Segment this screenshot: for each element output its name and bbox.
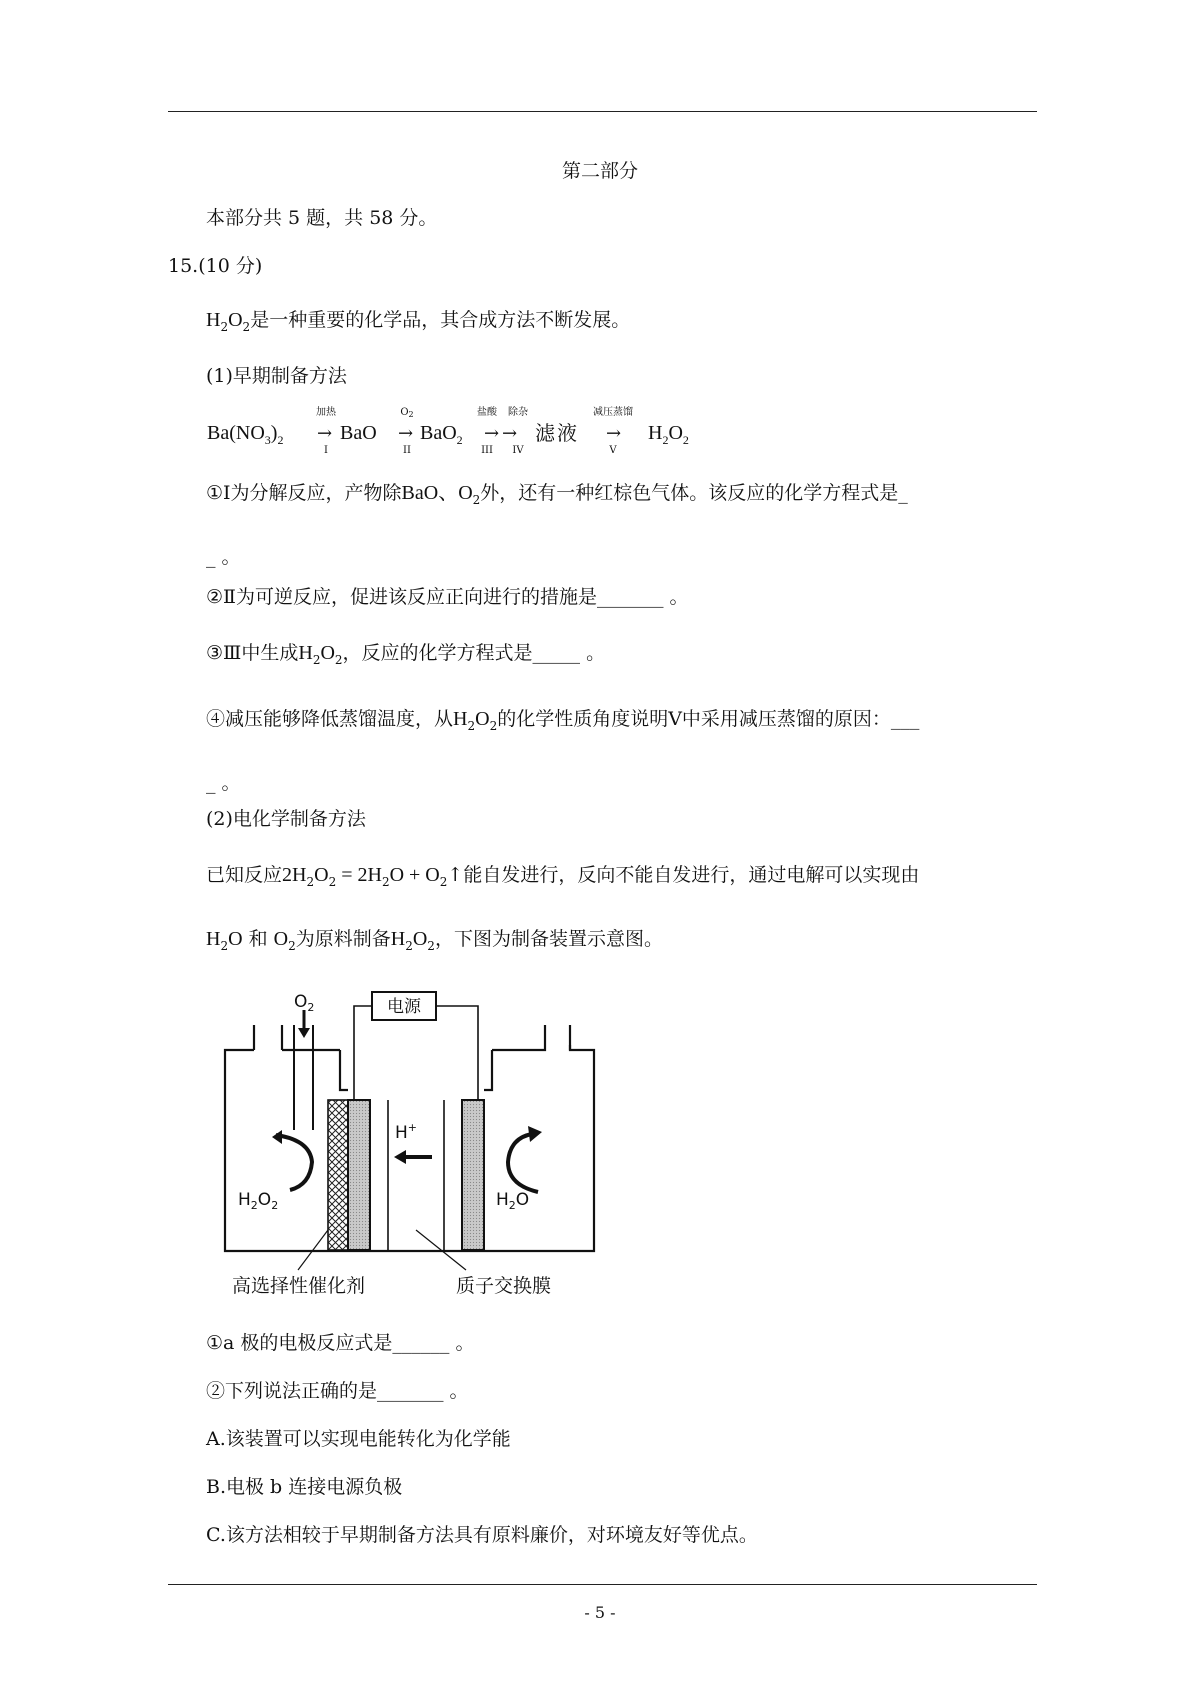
part2-title: (2)电化学制备方法	[206, 808, 366, 830]
question-1-continued: _ 。	[206, 546, 241, 568]
power-supply-label: 电源	[387, 997, 421, 1017]
electrode-b	[462, 1100, 484, 1250]
membrane-label: 质子交换膜	[456, 1275, 552, 1297]
step3-label: III	[481, 445, 493, 456]
step4-condition: 除杂	[508, 407, 528, 418]
step2-arrow: →	[398, 423, 414, 444]
question-2: ②Ⅱ为可逆反应，促进该反应正向进行的措施是_______ 。	[206, 586, 689, 608]
option-a: A.该装置可以实现电能转化为化学能	[206, 1428, 511, 1450]
scheme-bao: BaO	[340, 422, 377, 444]
scheme-reactant: $Ba(NO_3)_2$	[207, 422, 284, 447]
part1-title: (1)早期制备方法	[206, 365, 347, 387]
option-c: C.该方法相较于早期制备方法具有原料廉价，对环境友好等优点。	[206, 1524, 758, 1546]
scheme-filtrate: 滤液	[535, 421, 579, 445]
electrode-a	[348, 1100, 370, 1250]
step1-arrow: →	[317, 423, 333, 444]
question-3: ③Ⅲ中生成$H_2O_2$，反应的化学方程式是_____ 。	[206, 642, 606, 667]
question-4-continued: _ 。	[206, 772, 241, 794]
step2-label: II	[403, 445, 411, 456]
intro-line: $H_2O_2$是一种重要的化学品，其合成方法不断发展。	[206, 309, 631, 334]
step1-condition: 加热	[316, 407, 336, 418]
bottom-rule	[168, 1584, 1037, 1585]
question-1: ①Ⅰ为分解反应，产物除BaO、$O_2$外，还有一种红棕色气体。该反应的化学方程式是_	[206, 482, 908, 507]
question-4: ④减压能够降低蒸馏温度，从$H_2O_2$的化学性质角度说明Ⅴ中采用减压蒸馏的原因：___	[206, 708, 920, 733]
step2-condition: $O_2$	[400, 407, 414, 419]
known-reaction-line: 已知反应$2H_2O_2 = 2H_2O$ + $O_2↑$能自发进行，反向不能自发进行，通过电解可以实现由	[206, 864, 920, 889]
step34-arrow-2: →	[502, 423, 518, 444]
step5-condition: 减压蒸馏	[593, 407, 633, 418]
step1-label: I	[324, 445, 328, 456]
top-rule	[168, 111, 1037, 112]
step5-arrow: →	[606, 423, 622, 444]
step34-arrow: →	[484, 423, 500, 444]
page-number: - 5 -	[584, 1603, 616, 1622]
catalyst-layer	[328, 1100, 348, 1250]
step4-label: IV	[512, 445, 524, 456]
sub-question-2: ②下列说法正确的是_______ 。	[206, 1380, 469, 1402]
electrolysis-diagram	[220, 980, 620, 1300]
question-header: 15.(10 分)	[168, 255, 263, 277]
step5-label: V	[609, 445, 617, 456]
sub-question-1: ①a 极的电极反应式是______ 。	[206, 1332, 475, 1354]
known-reaction-line-2: $H_2O$ 和 $O_2$为原料制备$H_2O_2$，下图为制备装置示意图。	[206, 928, 663, 953]
step3-condition: 盐酸	[477, 407, 497, 418]
h-plus-label: H+	[395, 1121, 418, 1143]
scheme-bao2: BaO$_2$	[420, 422, 463, 447]
section-note: 本部分共 5 题，共 58 分。	[206, 207, 438, 229]
option-b: B.电极 b 连接电源负极	[206, 1476, 403, 1498]
catalyst-label: 高选择性催化剂	[232, 1275, 366, 1297]
o2-label: $O_2$	[294, 992, 315, 1014]
h2o-label: $H_2O$	[496, 1190, 530, 1212]
scheme-product: $H_2O_2$	[648, 422, 689, 447]
h2o2-label: $H_2O_2$	[238, 1190, 279, 1212]
vessel-outline	[225, 1045, 594, 1251]
section-title: 第二部分	[561, 160, 638, 182]
right-curved-arrow	[508, 1134, 538, 1192]
